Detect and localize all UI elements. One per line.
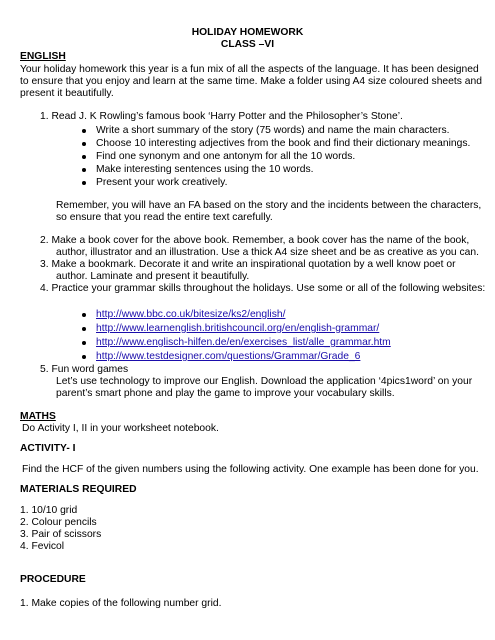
bullet-icon <box>82 327 86 331</box>
website-link-testdesigner[interactable]: http://www.testdesigner.com/questions/Grammar/Grade_6 <box>96 351 361 362</box>
doc-title: HOLIDAY HOMEWORK <box>191 27 304 38</box>
bullet-icon <box>82 355 86 359</box>
english-item-2-cont: author, illustrator and an illustration. Use a thick A4 size sheet and be as creative as you can. <box>56 247 479 258</box>
doc-class: CLASS –VI <box>220 39 275 50</box>
task-bullet: Present your work creatively. <box>96 177 228 188</box>
website-link-bbc[interactable]: http://www.bbc.co.uk/bitesize/ks2/english/ <box>96 309 286 320</box>
bullet-icon <box>82 313 86 317</box>
english-item-3-cont: author. Laminate and present it beautifully. <box>56 271 250 282</box>
task-bullet: Make interesting sentences using the 10 words. <box>96 164 314 175</box>
bullet-icon <box>82 181 86 185</box>
bullet-icon <box>82 142 86 146</box>
activity-heading: ACTIVITY- I <box>20 443 76 454</box>
maths-note: Do Activity I, II in your worksheet notebook. <box>22 423 219 434</box>
english-item-3: 3. Make a bookmark. Decorate it and write an inspirational quotation by a well know poet or <box>40 259 456 270</box>
material-item: 1. 10/10 grid <box>20 505 78 516</box>
english-item-5: 5. Fun word games <box>40 364 129 375</box>
remember-line: so ensure that you read the entire text carefully. <box>56 212 273 223</box>
material-item: 2. Colour pencils <box>20 517 97 528</box>
task-bullet: Find one synonym and one antonym for all the 10 words. <box>96 151 356 162</box>
bullet-icon <box>82 168 86 172</box>
english-item-5-line: parent’s smart phone and play the game to improve your vocabulary skills. <box>56 388 395 399</box>
bullet-icon <box>82 341 86 345</box>
procedure-heading: PROCEDURE <box>20 574 86 585</box>
english-intro-line: present it beautifully. <box>20 88 114 99</box>
bullet-icon <box>82 155 86 159</box>
english-item-2: 2. Make a book cover for the above book. Remember, a book cover has the name of the book, <box>40 235 470 246</box>
english-item-4: 4. Practice your grammar skills throughout the holidays. Use some or all of the following websites: <box>40 283 486 294</box>
english-intro-line: to ensure that you enjoy and learn at the same time. Make a folder using A4 size coloured sheets and <box>20 76 482 87</box>
website-link-englisch-hilfen[interactable]: http://www.englisch-hilfen.de/en/exercises_list/alle_grammar.htm <box>96 337 391 348</box>
remember-line: Remember, you will have an FA based on the story and the incidents between the characters, <box>56 200 482 211</box>
website-link-britishcouncil[interactable]: http://www.learnenglish.britishcouncil.org/en/english-grammar/ <box>96 323 380 334</box>
english-item-1: 1. Read J. K Rowling’s famous book ‘Harry Potter and the Philosopher’s Stone’. <box>40 111 403 122</box>
procedure-step: 1. Make copies of the following number grid. <box>20 598 222 609</box>
bullet-icon <box>82 129 86 133</box>
task-bullet: Write a short summary of the story (75 words) and name the main characters. <box>96 125 450 136</box>
english-heading: ENGLISH <box>20 51 66 62</box>
maths-heading: MATHS <box>20 411 56 422</box>
english-item-5-line: Let’s use technology to improve our English. Download the application ‘4pics1word’ on your <box>56 376 473 387</box>
activity-instruction: Find the HCF of the given numbers using the following activity. One example has been done for you. <box>22 464 479 475</box>
english-intro-line: Your holiday homework this year is a fun mix of all the aspects of the language. It has been designed <box>20 64 479 75</box>
task-bullet: Choose 10 interesting adjectives from the book and find their dictionary meanings. <box>96 138 471 149</box>
material-item: 4. Fevicol <box>20 541 65 552</box>
materials-heading: MATERIALS REQUIRED <box>20 484 137 495</box>
material-item: 3. Pair of scissors <box>20 529 102 540</box>
